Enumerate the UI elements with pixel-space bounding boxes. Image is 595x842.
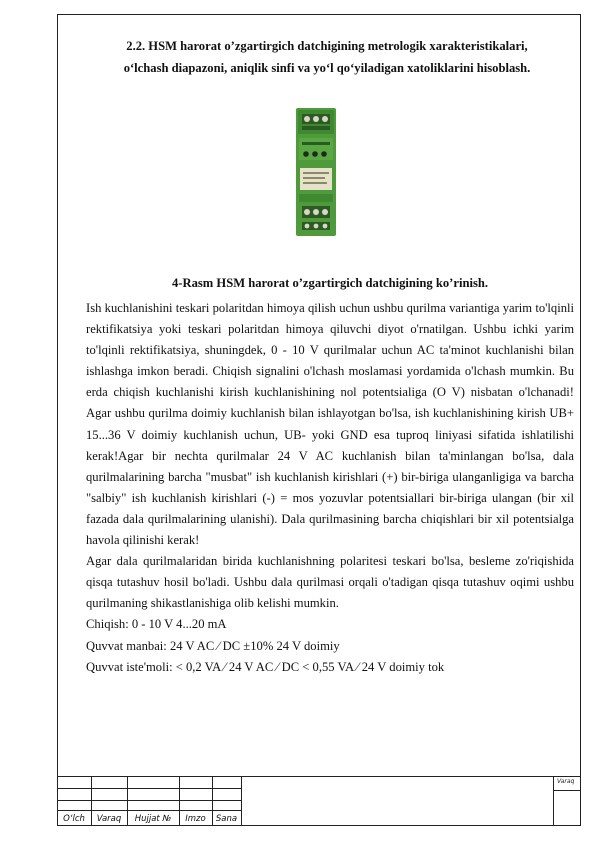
bottom-terminals bbox=[302, 206, 330, 230]
temperature-transmitter-image bbox=[294, 108, 338, 236]
paragraph-2: Agar dala qurilmalaridan birida kuchlanishning polaritesi teskari bo'lsa, besleme zo'riqishida qisqa tutashuv hosil bo'ladi. Ushbu dala qurilmasi orqali o'tadigan qisqa tutashuv oqimi ushbu qurilmaning shikastlanishiga olib kelishi mumkin. bbox=[86, 554, 574, 611]
top-terminals bbox=[302, 114, 330, 130]
heading-line-1: 2.2. HSM harorat o’zgartirgich datchigining metrologik xarakteristikalari, bbox=[126, 39, 528, 53]
paragraph-1: Ish kuchlanishini teskari polaritdan himoya qilish uchun ushbu qurilma variantiga yarim to'lqinli rektifikatsiya yoki teskari polaritdan himoya qiluvchi diyot o'rnatilgan. Ushbu ichki yarim to'lqinli rektifikatsiya, shuningdek, 0 - 10 V qurilmalar uchun AC ta'minot kuchlanishi bilan ishlashga imkon beradi. Chiqish signalini o'lchash moslamasi yordamida o'lchash mumkin. Bu erda chiqish kuchlanishi kirish kuchlanishining nol potentsialiga (O V) nisbatan o'lchanadi! Agar ushbu qurilma doimiy kuchlanish bilan ishlayotgan bo'lsa, ish kuchlanishining kirish UB+ 15...36 V doimiy kuchlanish uchun, UB- yoki GND esa tuproq liniyasi sifatida ishlatilishi kerak!Agar bir nechta qurilmalar 24 V AC kuchlanish bilan ta'minlangan bo'lsa, dala qurilmalarining barcha "musbat" ish kuchlanish kirishlari (+) bir-biriga ulanganligiga va barcha "salbiy" ish kuchlanish kirishlari (-) = mos yozuvlar potentsiallari bir-biriga ulangan (bir xil fazada dala qurilmalarining ulanishi). Dala qurilmasining barcha chiqishlari bir xil potentsialga havola qilinishi kerak! bbox=[86, 301, 574, 548]
title-block-sheet-label: Varaq bbox=[557, 778, 575, 785]
title-block-imzo: Imzo bbox=[185, 814, 206, 824]
body-text bbox=[86, 298, 574, 678]
device-photo bbox=[294, 108, 338, 236]
section-heading bbox=[80, 36, 574, 79]
title-block bbox=[57, 776, 581, 826]
spec-output: Chiqish: 0 - 10 V 4...20 mA bbox=[86, 617, 227, 632]
spec-consumption: Quvvat iste'moli: < 0,2 VA ⁄ 24 V AC ⁄ DC < 0,55 VA ⁄ 24 V doimiy tok bbox=[86, 659, 445, 674]
spec-supply: Quvvat manbai: 24 V AC ⁄ DC ±10% 24 V doimiy bbox=[86, 638, 340, 653]
figure-caption bbox=[85, 273, 575, 293]
heading-line-2: o‘lchash diapazoni, aniqlik sinfi va yo‘l qo‘yiladigan xatoliklarini hisoblash. bbox=[123, 60, 531, 75]
title-block-sana: Sana bbox=[215, 814, 238, 824]
caption-number: 4- bbox=[171, 276, 183, 290]
title-block-hujjat: Hujjat № bbox=[134, 814, 172, 824]
title-block-varaq: Varaq bbox=[96, 814, 122, 824]
caption-text: Rasm HSM harorat o’zgartirgich datchigining ko’rinish. bbox=[182, 276, 488, 290]
title-block-olch: O‘lch bbox=[63, 814, 85, 824]
